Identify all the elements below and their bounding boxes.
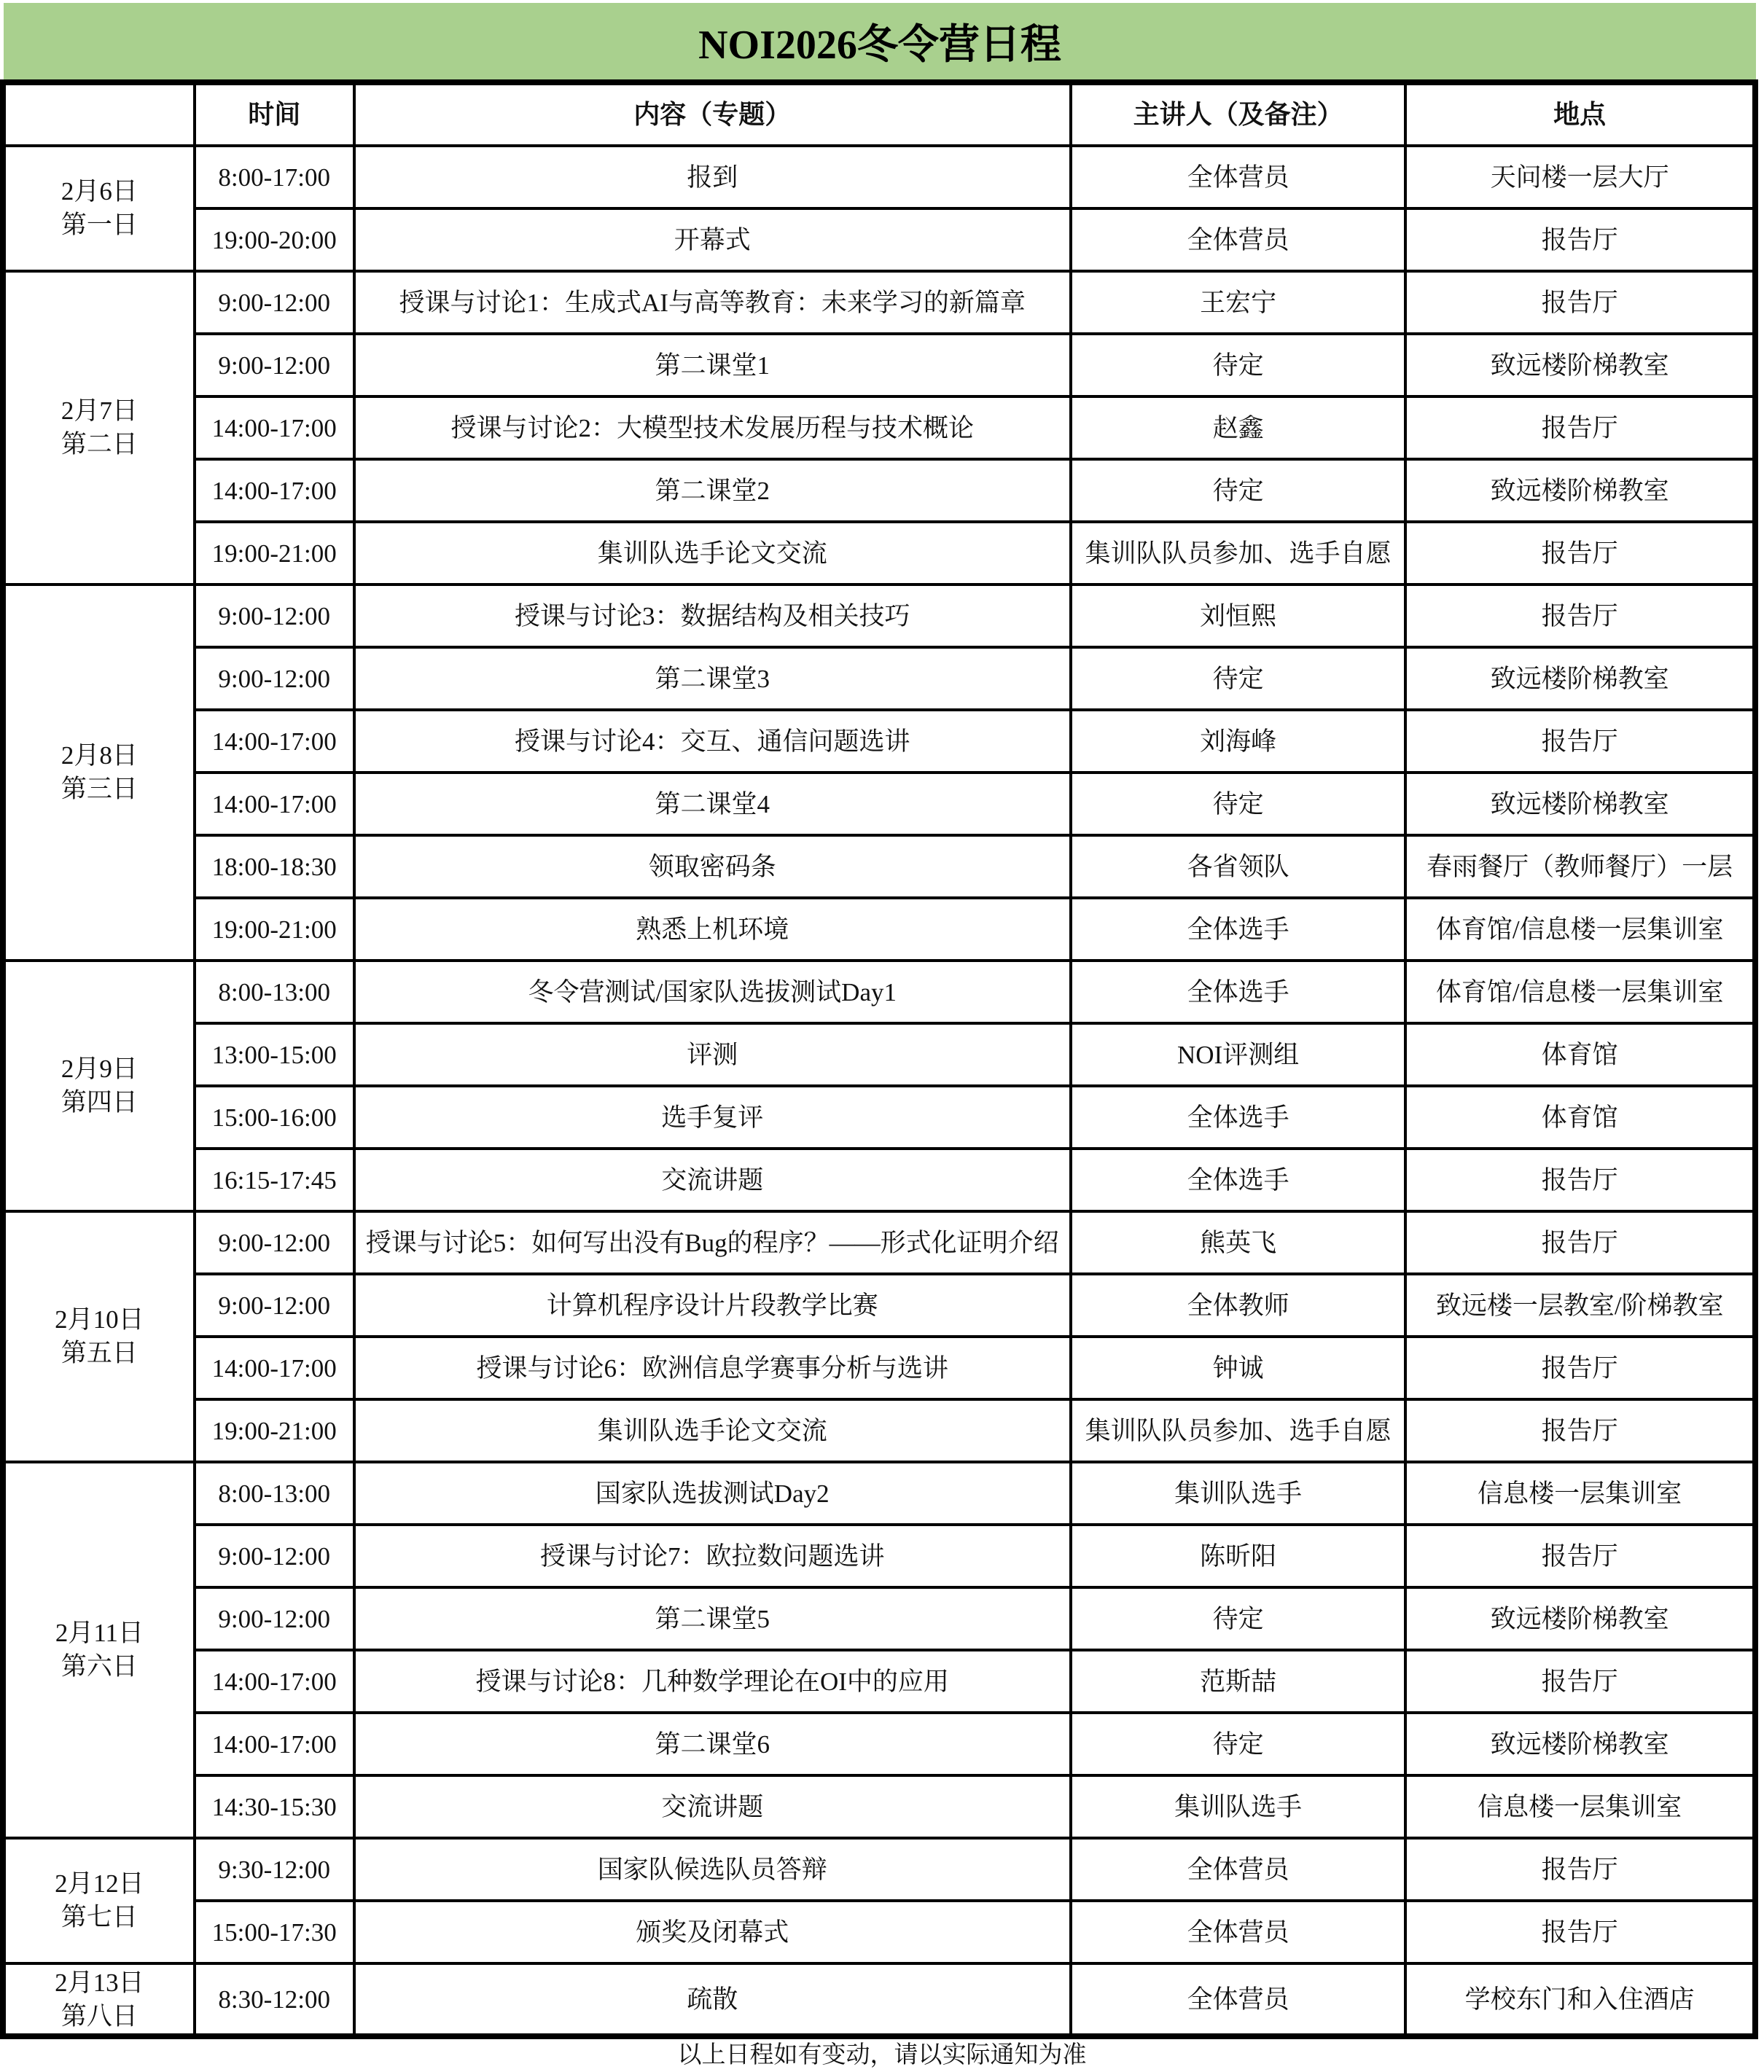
content-cell: 冬令营测试/国家队选拔测试Day1 — [354, 961, 1071, 1023]
day-date: 2月11日 — [55, 1619, 144, 1647]
table-row — [3, 1713, 1755, 1775]
content-cell: 授课与讨论2：大模型技术发展历程与技术概论 — [354, 396, 1071, 459]
day-date: 2月9日 — [61, 1055, 138, 1083]
location-cell: 致远楼阶梯教室 — [1405, 334, 1755, 396]
content-cell: 国家队选拔测试Day2 — [354, 1462, 1071, 1525]
location-cell: 体育馆 — [1405, 1086, 1755, 1149]
time-cell: 14:00-17:00 — [195, 1650, 354, 1713]
header-row — [3, 82, 1755, 146]
table-row — [3, 647, 1755, 710]
speaker-cell: 待定 — [1071, 1713, 1406, 1775]
location-cell: 致远楼阶梯教室 — [1405, 773, 1755, 835]
content-cell: 授课与讨论4：交互、通信问题选讲 — [354, 710, 1071, 773]
time-cell: 14:00-17:00 — [195, 1713, 354, 1775]
table-row — [3, 1399, 1755, 1462]
location-cell: 致远楼阶梯教室 — [1405, 1587, 1755, 1650]
time-cell: 14:00-17:00 — [195, 710, 354, 773]
time-cell: 8:00-13:00 — [195, 961, 354, 1023]
location-cell: 报告厅 — [1405, 1399, 1755, 1462]
day-cell — [3, 1838, 195, 1963]
day-label: 第八日 — [61, 2002, 138, 2030]
location-cell: 体育馆/信息楼一层集训室 — [1405, 961, 1755, 1023]
time-cell: 13:00-15:00 — [195, 1023, 354, 1086]
time-cell: 8:00-13:00 — [195, 1462, 354, 1525]
page-title: NOI2026冬令营日程 — [698, 22, 1061, 68]
location-cell: 致远楼阶梯教室 — [1405, 1713, 1755, 1775]
content-cell: 第二课堂4 — [354, 773, 1071, 835]
content-cell: 疏散 — [354, 1963, 1071, 2036]
content-cell: 第二课堂2 — [354, 459, 1071, 522]
day-date: 2月8日 — [61, 741, 138, 770]
table-row — [3, 1274, 1755, 1337]
header-location: 地点 — [1405, 82, 1755, 146]
table-row — [3, 1086, 1755, 1149]
table-row — [3, 961, 1755, 1023]
speaker-cell: 全体营员 — [1071, 1901, 1406, 1963]
location-cell: 报告厅 — [1405, 710, 1755, 773]
speaker-cell: 集训队队员参加、选手自愿 — [1071, 1399, 1406, 1462]
time-cell: 9:30-12:00 — [195, 1838, 354, 1901]
content-cell: 计算机程序设计片段教学比赛 — [354, 1274, 1071, 1337]
speaker-cell: 刘恒熙 — [1071, 585, 1406, 647]
location-cell: 报告厅 — [1405, 1650, 1755, 1713]
day-cell — [3, 1462, 195, 1838]
content-cell: 开幕式 — [354, 208, 1071, 271]
table-row — [3, 835, 1755, 898]
speaker-cell: 刘海峰 — [1071, 710, 1406, 773]
content-cell: 选手复评 — [354, 1086, 1071, 1149]
day-label: 第三日 — [61, 775, 138, 803]
content-cell: 交流讲题 — [354, 1149, 1071, 1211]
content-cell: 集训队选手论文交流 — [354, 522, 1071, 585]
location-cell: 报告厅 — [1405, 208, 1755, 271]
content-cell: 第二课堂1 — [354, 334, 1071, 396]
speaker-cell: 赵鑫 — [1071, 396, 1406, 459]
time-cell: 9:00-12:00 — [195, 271, 354, 334]
speaker-cell: 集训队选手 — [1071, 1462, 1406, 1525]
content-cell: 授课与讨论7：欧拉数问题选讲 — [354, 1525, 1071, 1587]
content-cell: 国家队候选队员答辩 — [354, 1838, 1071, 1901]
day-label: 第二日 — [61, 430, 138, 458]
speaker-cell: 陈昕阳 — [1071, 1525, 1406, 1587]
table-row — [3, 1838, 1755, 1901]
day-cell — [3, 1211, 195, 1462]
speaker-cell: 集训队队员参加、选手自愿 — [1071, 522, 1406, 585]
speaker-cell: 待定 — [1071, 1587, 1406, 1650]
speaker-cell: 王宏宁 — [1071, 271, 1406, 334]
time-cell: 14:00-17:00 — [195, 773, 354, 835]
header-date — [3, 82, 195, 146]
content-cell: 第二课堂6 — [354, 1713, 1071, 1775]
day-label: 第四日 — [61, 1088, 138, 1117]
speaker-cell: NOI评测组 — [1071, 1023, 1406, 1086]
location-cell: 报告厅 — [1405, 271, 1755, 334]
time-cell: 8:00-17:00 — [195, 146, 354, 208]
location-cell: 致远楼阶梯教室 — [1405, 459, 1755, 522]
day-label: 第六日 — [61, 1652, 138, 1681]
content-cell: 授课与讨论6：欧洲信息学赛事分析与选讲 — [354, 1337, 1071, 1399]
time-cell: 19:00-21:00 — [195, 898, 354, 961]
location-cell: 报告厅 — [1405, 522, 1755, 585]
header-speaker: 主讲人（及备注） — [1071, 82, 1406, 146]
title-banner — [4, 3, 1756, 79]
time-cell: 18:00-18:30 — [195, 835, 354, 898]
time-cell: 15:00-17:30 — [195, 1901, 354, 1963]
content-cell: 授课与讨论8：几种数学理论在OI中的应用 — [354, 1650, 1071, 1713]
location-cell: 信息楼一层集训室 — [1405, 1462, 1755, 1525]
table-row — [3, 1337, 1755, 1399]
speaker-cell: 钟诚 — [1071, 1337, 1406, 1399]
table-row — [3, 773, 1755, 835]
footer-note: 以上日程如有变动，请以实际通知为准 — [677, 2042, 1087, 2068]
speaker-cell: 待定 — [1071, 334, 1406, 396]
time-cell: 8:30-12:00 — [195, 1963, 354, 2036]
speaker-cell: 范斯喆 — [1071, 1650, 1406, 1713]
table-row — [3, 334, 1755, 396]
table-row — [3, 710, 1755, 773]
speaker-cell: 待定 — [1071, 647, 1406, 710]
table-row — [3, 1775, 1755, 1838]
table-row — [3, 1650, 1755, 1713]
header-content: 内容（专题） — [354, 82, 1071, 146]
speaker-cell: 全体营员 — [1071, 208, 1406, 271]
location-cell: 报告厅 — [1405, 1149, 1755, 1211]
day-label: 第七日 — [61, 1903, 138, 1931]
speaker-cell: 集训队选手 — [1071, 1775, 1406, 1838]
location-cell: 体育馆 — [1405, 1023, 1755, 1086]
speaker-cell: 全体营员 — [1071, 1838, 1406, 1901]
location-cell: 信息楼一层集训室 — [1405, 1775, 1755, 1838]
table-row — [3, 459, 1755, 522]
location-cell: 天问楼一层大厅 — [1405, 146, 1755, 208]
speaker-cell: 全体选手 — [1071, 1086, 1406, 1149]
table-row — [3, 898, 1755, 961]
speaker-cell: 全体教师 — [1071, 1274, 1406, 1337]
day-date: 2月7日 — [61, 396, 138, 425]
content-cell: 交流讲题 — [354, 1775, 1071, 1838]
table-row — [3, 208, 1755, 271]
location-cell: 报告厅 — [1405, 1901, 1755, 1963]
day-label: 第一日 — [61, 211, 138, 239]
time-cell: 14:00-17:00 — [195, 459, 354, 522]
time-cell: 15:00-16:00 — [195, 1086, 354, 1149]
time-cell: 9:00-12:00 — [195, 1587, 354, 1650]
location-cell: 学校东门和入住酒店 — [1405, 1963, 1755, 2036]
schedule-body — [3, 146, 1755, 2036]
table-row — [3, 1525, 1755, 1587]
table-row — [3, 585, 1755, 647]
day-date: 2月6日 — [61, 177, 138, 206]
location-cell: 春雨餐厅（教师餐厅）一层 — [1405, 835, 1755, 898]
content-cell: 集训队选手论文交流 — [354, 1399, 1071, 1462]
day-cell — [3, 961, 195, 1211]
table-row — [3, 522, 1755, 585]
location-cell: 报告厅 — [1405, 1525, 1755, 1587]
content-cell: 授课与讨论3：数据结构及相关技巧 — [354, 585, 1071, 647]
time-cell: 9:00-12:00 — [195, 1525, 354, 1587]
table-row — [3, 1462, 1755, 1525]
location-cell: 致远楼一层教室/阶梯教室 — [1405, 1274, 1755, 1337]
day-cell — [3, 585, 195, 961]
content-cell: 第二课堂3 — [354, 647, 1071, 710]
table-row — [3, 146, 1755, 208]
time-cell: 14:00-17:00 — [195, 396, 354, 459]
day-date: 2月13日 — [55, 1969, 144, 1997]
content-cell: 授课与讨论5：如何写出没有Bug的程序？——形式化证明介绍 — [354, 1211, 1071, 1274]
content-cell: 熟悉上机环境 — [354, 898, 1071, 961]
time-cell: 9:00-12:00 — [195, 585, 354, 647]
content-cell: 报到 — [354, 146, 1071, 208]
speaker-cell: 各省领队 — [1071, 835, 1406, 898]
time-cell: 16:15-17:45 — [195, 1149, 354, 1211]
table-row — [3, 271, 1755, 334]
location-cell: 致远楼阶梯教室 — [1405, 647, 1755, 710]
location-cell: 报告厅 — [1405, 1337, 1755, 1399]
content-cell: 授课与讨论1：生成式AI与高等教育：未来学习的新篇章 — [354, 271, 1071, 334]
table-row — [3, 1211, 1755, 1274]
schedule-table — [0, 79, 1758, 2039]
speaker-cell: 全体选手 — [1071, 898, 1406, 961]
time-cell: 19:00-21:00 — [195, 522, 354, 585]
location-cell: 报告厅 — [1405, 396, 1755, 459]
table-row — [3, 1963, 1755, 2036]
time-cell: 19:00-21:00 — [195, 1399, 354, 1462]
speaker-cell: 全体选手 — [1071, 961, 1406, 1023]
day-date: 2月10日 — [55, 1305, 144, 1334]
content-cell: 颁奖及闭幕式 — [354, 1901, 1071, 1963]
table-row — [3, 1901, 1755, 1963]
location-cell: 报告厅 — [1405, 585, 1755, 647]
content-cell: 第二课堂5 — [354, 1587, 1071, 1650]
time-cell: 9:00-12:00 — [195, 1211, 354, 1274]
day-cell — [3, 146, 195, 271]
speaker-cell: 全体营员 — [1071, 1963, 1406, 2036]
location-cell: 报告厅 — [1405, 1211, 1755, 1274]
day-cell — [3, 271, 195, 585]
speaker-cell: 全体选手 — [1071, 1149, 1406, 1211]
table-row — [3, 1149, 1755, 1211]
table-row — [3, 1587, 1755, 1650]
speaker-cell: 全体营员 — [1071, 146, 1406, 208]
table-row — [3, 1023, 1755, 1086]
location-cell: 体育馆/信息楼一层集训室 — [1405, 898, 1755, 961]
day-label: 第五日 — [61, 1339, 138, 1367]
speaker-cell: 待定 — [1071, 773, 1406, 835]
header-time: 时间 — [195, 82, 354, 146]
day-date: 2月12日 — [55, 1869, 144, 1898]
location-cell: 报告厅 — [1405, 1838, 1755, 1901]
content-cell: 评测 — [354, 1023, 1071, 1086]
speaker-cell: 待定 — [1071, 459, 1406, 522]
time-cell: 9:00-12:00 — [195, 647, 354, 710]
speaker-cell: 熊英飞 — [1071, 1211, 1406, 1274]
time-cell: 14:30-15:30 — [195, 1775, 354, 1838]
table-row — [3, 396, 1755, 459]
time-cell: 14:00-17:00 — [195, 1337, 354, 1399]
content-cell: 领取密码条 — [354, 835, 1071, 898]
time-cell: 19:00-20:00 — [195, 208, 354, 271]
day-cell — [3, 1963, 195, 2036]
time-cell: 9:00-12:00 — [195, 334, 354, 396]
time-cell: 9:00-12:00 — [195, 1274, 354, 1337]
